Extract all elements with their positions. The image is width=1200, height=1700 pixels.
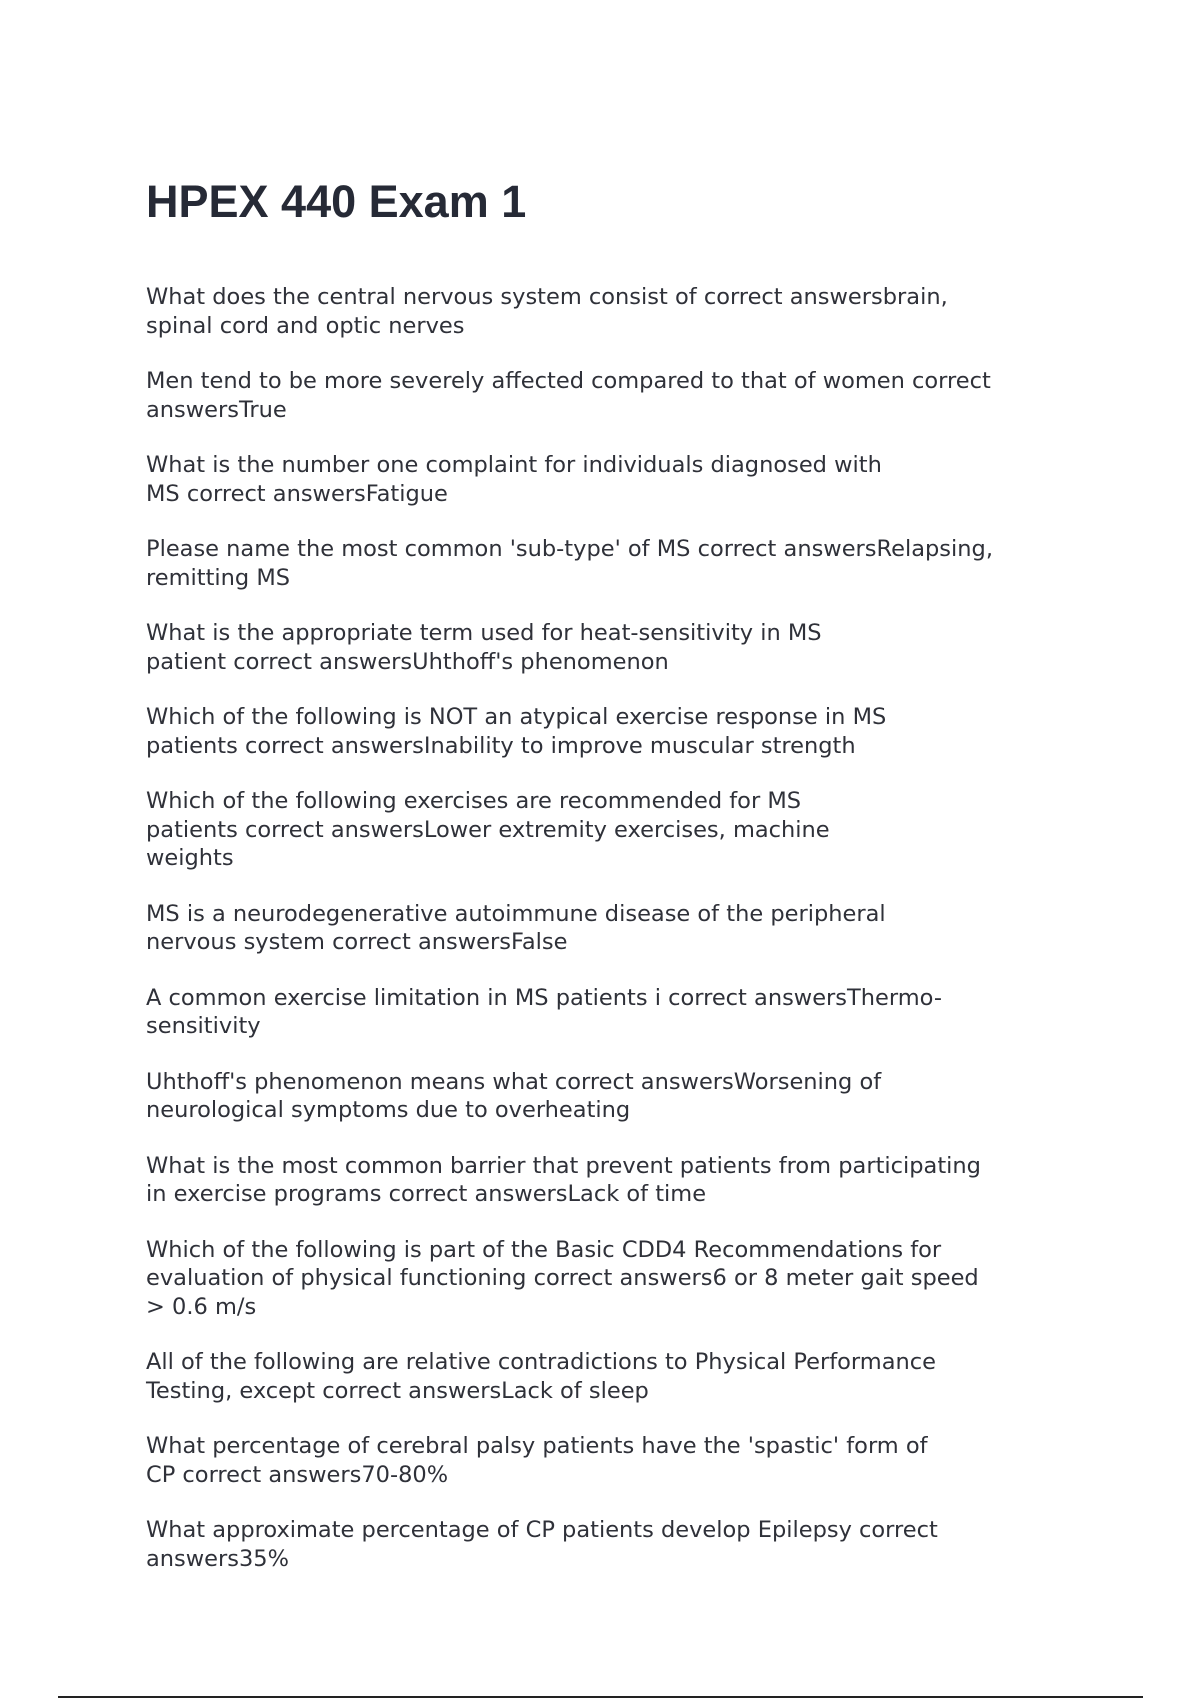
qa-item-line: What approximate percentage of CP patients develop Epilepsy correct (146, 1517, 938, 1543)
qa-item-line: Which of the following exercises are recommended for MS (146, 788, 802, 814)
qa-item (146, 984, 1066, 1041)
qa-item (146, 1068, 1066, 1125)
qa-item (146, 535, 1066, 592)
qa-item (146, 900, 1066, 957)
qa-item (146, 703, 1066, 760)
qa-item-line: MS is a neurodegenerative autoimmune disease of the peripheral (146, 900, 886, 927)
qa-item-line: > 0.6 m/s (146, 1293, 257, 1320)
qa-item-line: evaluation of physical functioning correct answers6 or 8 meter gait speed (146, 1265, 979, 1291)
qa-item-line: Which of the following is part of the Basic CDD4 Recommendations for (146, 1236, 942, 1263)
qa-item (146, 283, 1066, 340)
qa-item-line: What is the most common barrier that prevent patients from participating (146, 1152, 981, 1179)
qa-item (146, 1516, 1066, 1573)
qa-item (146, 619, 1066, 676)
qa-item-line: What percentage of cerebral palsy patients have the 'spastic' form of (146, 1433, 928, 1459)
qa-item-line: patients correct answersLower extremity exercises, machine (146, 816, 830, 843)
qa-item (146, 1236, 1066, 1322)
qa-item-line: spinal cord and optic nerves (146, 312, 465, 339)
qa-item-line: patients correct answersInability to improve muscular strength (146, 732, 856, 759)
qa-item-line: Please name the most common 'sub-type' of MS correct answersRelapsing, (146, 536, 993, 562)
qa-item-line: Which of the following is NOT an atypical exercise response in MS (146, 704, 887, 730)
qa-item (146, 367, 1066, 424)
qa-item-line: sensitivity (146, 1013, 261, 1039)
qa-item-line: Men tend to be more severely affected compared to that of women correct (146, 368, 991, 394)
qa-item-line: remitting MS (146, 564, 291, 591)
qa-item-line: patient correct answersUhthoff's phenomenon (146, 648, 669, 675)
qa-item (146, 1152, 1066, 1209)
qa-item (146, 1432, 1066, 1489)
document-title: HPEX 440 Exam 1 (146, 176, 527, 227)
qa-item-line: What does the central nervous system consist of correct answersbrain, (146, 284, 948, 310)
qa-item-line: What is the appropriate term used for heat-sensitivity in MS (146, 620, 822, 646)
qa-item-line: weights (146, 845, 234, 871)
qa-item-line: in exercise programs correct answersLack of time (146, 1181, 707, 1207)
qa-item-line: Uhthoff's phenomenon means what correct answersWorsening of (146, 1068, 882, 1095)
qa-item (146, 787, 1066, 873)
qa-item-line: What is the number one complaint for individuals diagnosed with (146, 452, 882, 478)
qa-item-line: CP correct answers70-80% (146, 1461, 449, 1488)
qa-list (146, 283, 1066, 1600)
qa-item-line: A common exercise limitation in MS patients i correct answersThermo- (146, 984, 942, 1011)
qa-item-line: neurological symptoms due to overheating (146, 1097, 631, 1123)
qa-item-line: answersTrue (146, 396, 287, 423)
qa-item-line: All of the following are relative contradictions to Physical Performance (146, 1349, 936, 1375)
qa-item-line: nervous system correct answersFalse (146, 929, 568, 955)
qa-item (146, 451, 1066, 508)
footer-divider (58, 1696, 1143, 1698)
qa-item-line: answers35% (146, 1545, 289, 1572)
qa-item-line: Testing, except correct answersLack of sleep (146, 1377, 649, 1404)
qa-item (146, 1348, 1066, 1405)
qa-item-line: MS correct answersFatigue (146, 480, 448, 507)
